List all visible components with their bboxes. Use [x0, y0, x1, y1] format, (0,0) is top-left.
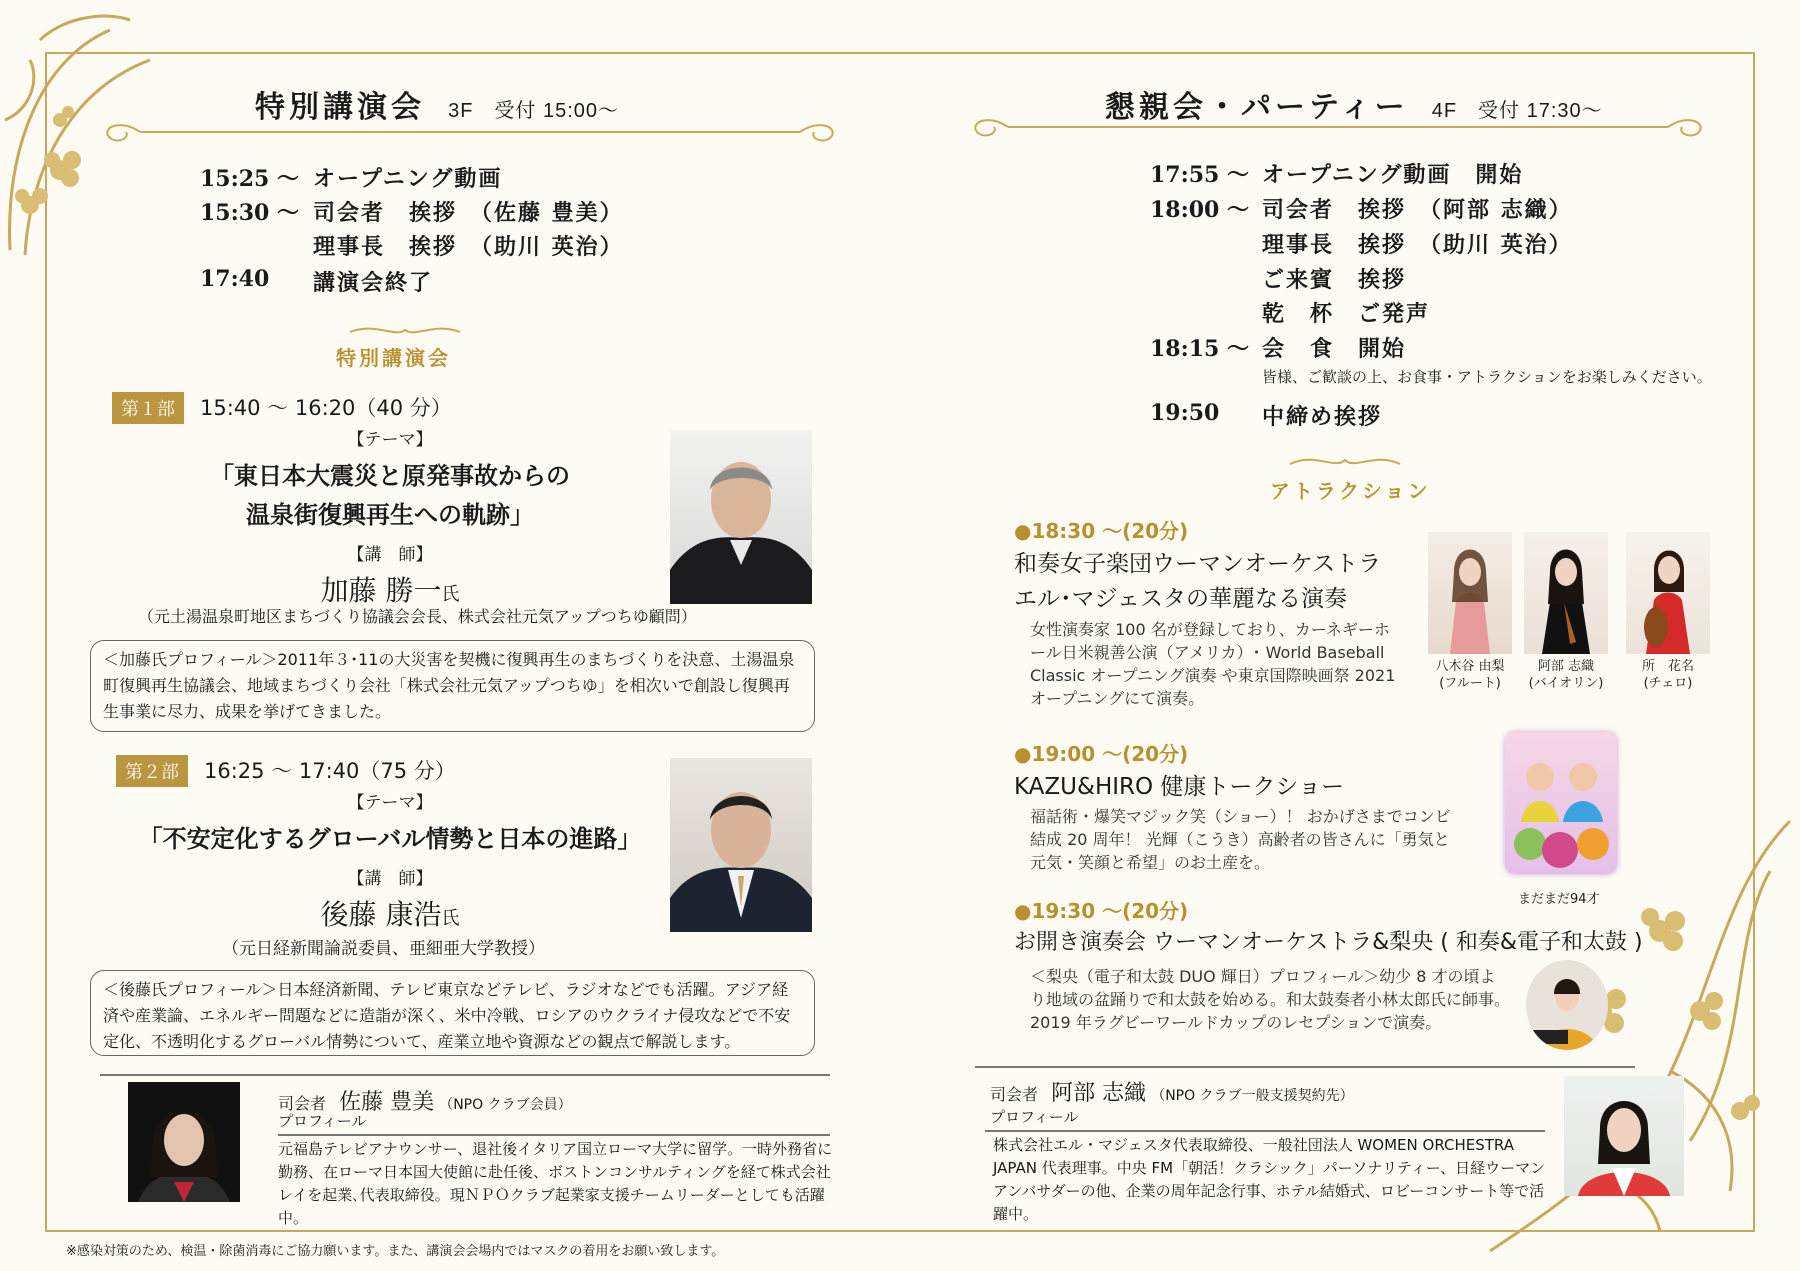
divider — [278, 1134, 830, 1136]
mc-left-org: （NPO クラブ会員） — [439, 1097, 572, 1113]
kazu-hiro-photo — [1505, 732, 1617, 874]
schedule-item: 講演会終了 — [313, 270, 434, 296]
mc-left-photo — [128, 1082, 240, 1202]
part1-speaker-label: 【講 師】 — [347, 545, 433, 565]
schedule-item: 理事長 挨拶 （助川 英治） — [1262, 232, 1573, 258]
rio-photo — [1526, 960, 1608, 1050]
schedule-time: 18:00 ～ — [1150, 197, 1250, 223]
part1-content — [110, 425, 670, 609]
left-section-title: 特別講演会 — [255, 90, 425, 125]
schedule-time: 15:30 ～ — [200, 200, 300, 226]
lecture-subheading: 特別講演会 — [336, 346, 451, 370]
performer-caption — [1420, 658, 1520, 692]
attraction-subheading: アトラクション — [1270, 479, 1431, 503]
part2-speaker-label: 【講 師】 — [347, 869, 433, 889]
performer-caption — [1618, 658, 1718, 692]
flourish-ornament-icon — [1285, 452, 1405, 470]
schedule-item: 司会者 挨拶 （阿部 志織） — [1262, 197, 1573, 223]
schedule-item: 司会者 挨拶 （佐藤 豊美） — [313, 200, 624, 226]
part1-theme-line1: 「東日本大震災と原発事故からの — [210, 461, 570, 490]
part1-honorific: 氏 — [441, 584, 460, 605]
performer-caption — [1516, 658, 1616, 692]
performer-instrument: (フルート) — [1439, 676, 1501, 691]
footnote: ※感染対策のため、検温・除菌消毒にご協力願います。また、講演会会場内ではマスクの着用をお願い致します。 — [66, 1244, 725, 1259]
schedule-item: ご来賓 挨拶 — [1262, 267, 1407, 293]
performer-photo — [1428, 532, 1512, 654]
mc-left-profile: 元福島テレビアナウンサー、退社後イタリア国立ローマ大学に留学。一時外務省に勤務、在ローマ日本国大使館に赴任後、ボストンコンサルティングを経て株式会社レイを起業､代表取締役。現ＮＰＯクラブ起業家支援チームリーダーとしても活躍中。 — [278, 1140, 833, 1227]
part2-profile-box: ＜後藤氏プロフィール＞日本経済新聞、テレビ東京などテレビ、ラジオなどでも活躍。アジア経済や産業論、エネルギー問題などに造詣が深く、米中冷戦、ロシアのウクライナ侵攻などで不安定化、不透明化するグローバル情勢について、産業立地や資源などの観点で解説します。 — [90, 970, 815, 1056]
schedule-item: 会 食 開始 — [1262, 336, 1407, 362]
schedule-item: オープニング動画 開始 — [1262, 162, 1524, 188]
part2-theme-line1: 「不安定化するグローバル情勢と日本の進路」 — [138, 824, 642, 853]
meal-note: 皆様、ご歓談の上、お食事・アトラクションをお楽しみください。 — [1262, 368, 1712, 386]
attraction1-desc: 女性演奏家 100 名が登録しており、カーネギーホール日米親善公演（アメリカ）･ World Baseball Classic オープニング演奏 や東京国際映画祭 2021 オープニングにて演奏。 — [1030, 620, 1396, 708]
kazu-hiro-caption: まだまだ94才 — [1518, 892, 1600, 907]
right-section-subtitle: 4F 受付 17:30～ — [1431, 100, 1603, 122]
attraction2-title: KAZU&HIRO 健康トークショー — [1014, 774, 1344, 800]
part2-affiliation: （元日経新聞論説委員、亜細亜大学教授） — [222, 939, 545, 959]
part2-honorific: 氏 — [441, 908, 460, 929]
part2-speaker-name: 後藤 康浩 — [320, 898, 442, 931]
part1-speaker-name: 加藤 勝一 — [320, 574, 442, 607]
mc-right-profile-label: プロフィール — [990, 1108, 1079, 1126]
performer-name: 所 花名 — [1641, 659, 1694, 674]
part2-time: 16:25 ～ 17:40（75 分） — [204, 759, 456, 783]
mc-left-name: 佐藤 豊美 — [339, 1090, 435, 1115]
part2-badge: 第２部 — [116, 755, 188, 787]
attraction1-title-line2: エル･マジェスタの華麗なる演奏 — [1014, 586, 1348, 612]
mc-right-profile: 株式会社エル・マジェスタ代表取締役、一般社団法人 WOMEN ORCHESTRA JAPAN 代表理事。中央 FM「朝活！クラシック」パーソナリティー、日経ウーマンアンバサダーの他、企業の周年記念行事、ホテル結婚式、ロビーコンサート等で活躍中。 — [993, 1136, 1546, 1223]
performer-instrument: (バイオリン) — [1528, 676, 1604, 691]
divider — [100, 1074, 830, 1076]
part1-time: 15:40 ～ 16:20（40 分） — [200, 396, 452, 420]
schedule-time: 17:55 ～ — [1150, 162, 1250, 188]
performer-name: 八木谷 由梨 — [1435, 659, 1505, 674]
part1-badge: 第１部 — [112, 392, 184, 424]
part1-theme-line2: 温泉街復興再生への軌跡」 — [246, 500, 534, 529]
part1-theme-label: 【テーマ】 — [347, 430, 433, 450]
attraction2-time: ●19:00 ～(20分) — [1014, 742, 1189, 766]
schedule-item: 乾 杯 ご発声 — [1262, 301, 1431, 327]
mc-left-profile-label: プロフィール — [278, 1112, 367, 1130]
mc-right-org: （NPO クラブ一般支援契約先） — [1151, 1088, 1354, 1104]
attraction3-time: ●19:30 ～(20分) — [1014, 899, 1189, 923]
schedule-item: オープニング動画 — [313, 166, 503, 192]
part1-affiliation: （元土湯温泉町地区まちづくり協議会会長、株式会社元気アップつちゆ顧問） — [138, 607, 697, 626]
attraction1-time: ●18:30 ～(20分) — [1014, 519, 1189, 543]
right-section-title: 懇親会・パーティー — [1105, 90, 1409, 125]
schedule-item: 中締め挨拶 — [1262, 404, 1383, 430]
schedule-time: 15:25 ～ — [200, 166, 300, 192]
schedule-item: 理事長 挨拶 （助川 英治） — [313, 234, 624, 260]
part1-profile-box: ＜加藤氏プロフィール＞2011年３･11の大災害を契機に復興再生のまちづくりを決意、土湯温泉町復興再生協議会、地域まちづくり会社「株式会社元気アップつちゆ」を相次いで創設し復興再生事業に尽力、成果を挙げてきました。 — [90, 640, 815, 732]
performer-photo — [1524, 532, 1608, 654]
performer-name: 阿部 志織 — [1537, 659, 1595, 674]
divider — [985, 1130, 1545, 1132]
performer-photo — [1626, 532, 1710, 654]
flourish-ornament-icon — [100, 118, 840, 146]
mc-right-role: 司会者 — [990, 1085, 1039, 1104]
schedule-time: 19:50 — [1150, 400, 1220, 426]
part2-theme-label: 【テーマ】 — [347, 793, 433, 813]
attraction2-desc: 福話術・爆笑マジック笑（ショー）！ おかげさまでコンビ結成 20 周年！ 光輝（こうき）高齢者の皆さんに「勇気と元気・笑顔と希望」のお土産を。 — [1030, 807, 1451, 872]
mc-right-name: 阿部 志織 — [1051, 1081, 1147, 1106]
attraction3-title: お開き演奏会 ウーマンオーケストラ&梨央 ( 和奏&電子和太鼓 ) — [1014, 930, 1643, 955]
performer-instrument: (チェロ) — [1643, 676, 1693, 691]
speaker1-photo — [670, 430, 812, 604]
attraction1-title-line1: 和奏女子楽団ウーマンオーケストラ — [1014, 551, 1382, 577]
mc-left-role: 司会者 — [278, 1094, 327, 1113]
part2-content — [110, 788, 670, 933]
mc-right-header — [990, 1076, 1354, 1107]
mc-right-photo — [1564, 1076, 1684, 1196]
divider — [975, 1066, 1635, 1068]
speaker2-photo — [670, 758, 812, 932]
flourish-ornament-icon — [345, 322, 465, 338]
schedule-time: 17:40 — [200, 266, 270, 292]
left-section-subtitle: 3F 受付 15:00～ — [448, 100, 620, 122]
attraction3-desc: ＜梨央（電子和太鼓 DUO 輝日）プロフィール＞幼少 8 才の頃より地域の盆踊りで和太鼓を始める。和太鼓奏者小林太郎氏に師事。2019 年ラグビーワールドカップのレセプションで演奏。 — [1030, 967, 1511, 1032]
flourish-ornament-icon — [968, 113, 1708, 141]
schedule-time: 18:15 ～ — [1150, 336, 1250, 362]
